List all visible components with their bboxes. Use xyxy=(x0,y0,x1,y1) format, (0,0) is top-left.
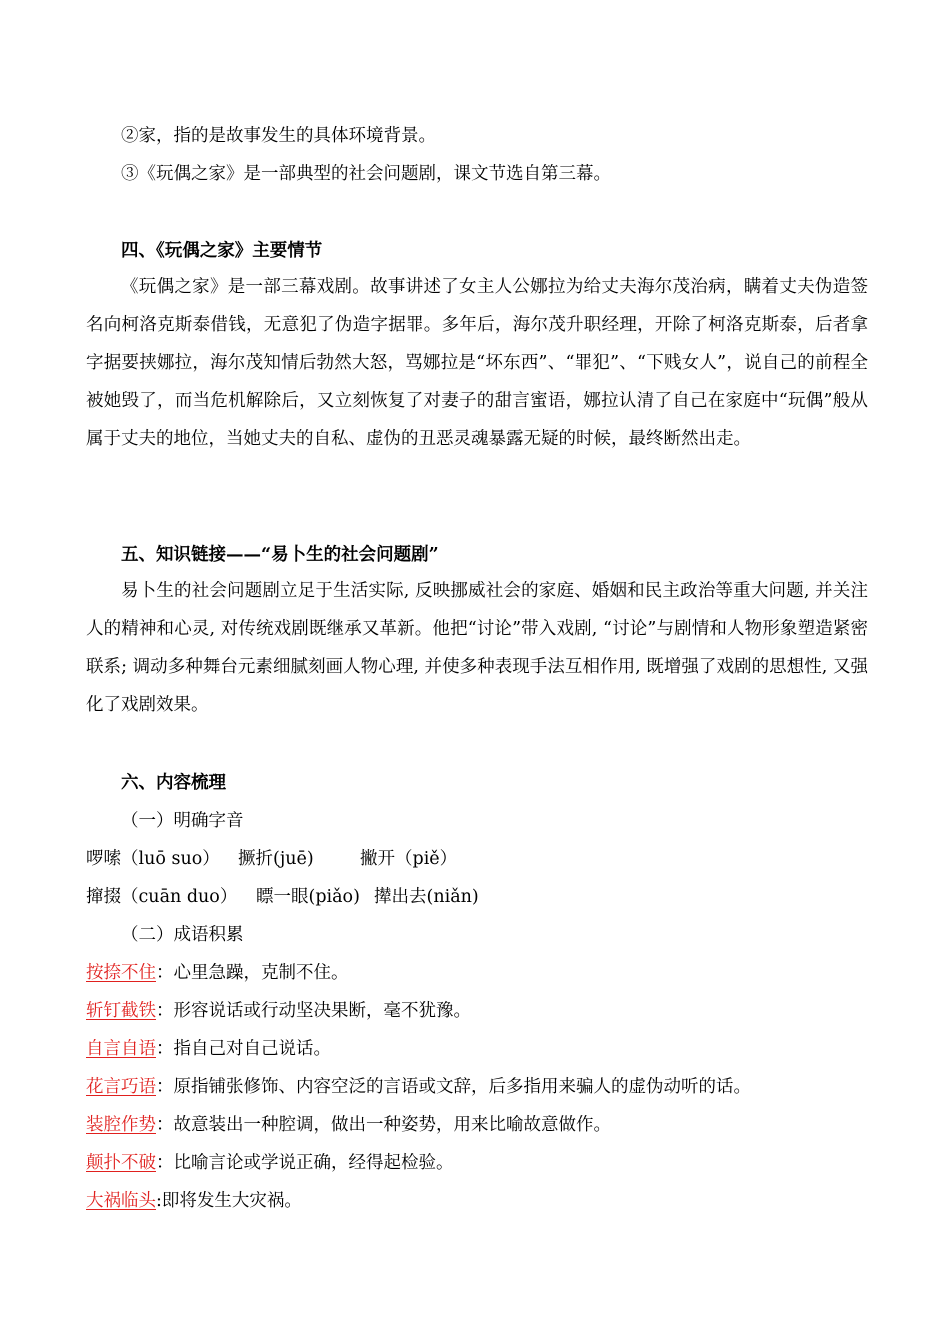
intro-line-3: ③《玩偶之家》是一部典型的社会问题剧，课文节选自第三幕。 xyxy=(121,164,611,184)
idiom-separator: ： xyxy=(156,1001,174,1021)
idiom-term: 斩钉截铁 xyxy=(86,1001,156,1021)
idiom-term: 颠扑不破 xyxy=(86,1153,156,1173)
idiom-definition: 指自己对自己说话。 xyxy=(173,1039,331,1059)
pronunciation-item: 啰嗦（luō suo） xyxy=(86,849,220,869)
idiom-entry xyxy=(86,1075,751,1099)
idiom-separator: ： xyxy=(156,1153,174,1173)
subheading-idioms: （二）成语积累 xyxy=(121,925,244,945)
idiom-definition: 故意装出一种腔调，做出一种姿势，用来比喻故意做作。 xyxy=(173,1115,611,1135)
section-5-text: 易卜生的社会问题剧立足于生活实际, 反映挪威社会的家庭、婚姻和民主政治等重大问题, 并关注人的精神和心灵, 对传统戏剧既继承又革新。他把“讨论”带入戏剧, “讨论”与剧情和人物形象塑造紧密联系; 调动多种舞台元素细腻刻画人物心理, 并使多种表现手法互相作用, 既增强了戏剧的思想性, 又强化了戏剧效果。 xyxy=(86,581,868,715)
idiom-term: 花言巧语 xyxy=(86,1077,156,1097)
idiom-entry xyxy=(86,999,471,1023)
idiom-separator: ： xyxy=(156,963,174,983)
intro-line-1: ②家，指的是故事发生的具体环境背景。 xyxy=(121,126,436,146)
idiom-term: 按捺不住 xyxy=(86,963,156,983)
idiom-definition: 即将发生大灾祸。 xyxy=(161,1191,302,1211)
idiom-separator: ： xyxy=(156,1077,174,1097)
idiom-entry xyxy=(86,1151,454,1175)
subheading-pronunciation: （一）明确字音 xyxy=(121,811,244,831)
idiom-definition: 原指铺张修饰、内容空泛的言语或文辞，后多指用来骗人的虚伪动听的话。 xyxy=(173,1077,751,1097)
idiom-definition: 心里急躁，克制不住。 xyxy=(173,963,349,983)
idiom-entry xyxy=(86,961,349,985)
section-4-paragraph xyxy=(86,268,868,458)
section-5-paragraph xyxy=(86,572,868,724)
pronunciation-item: 撇开（piě） xyxy=(360,849,458,869)
idiom-definition: 形容说话或行动坚决果断，毫不犹豫。 xyxy=(173,1001,471,1021)
section-6-heading: 六、内容梳理 xyxy=(121,773,226,793)
idiom-entry xyxy=(86,1113,611,1137)
idiom-entry xyxy=(86,1037,331,1061)
idiom-entry xyxy=(86,1189,302,1213)
pronunciation-row-2 xyxy=(86,885,479,909)
section-4-heading: 四、《玩偶之家》主要情节 xyxy=(121,241,323,261)
section-4-text: 《玩偶之家》是一部三幕戏剧。故事讲述了女主人公娜拉为给丈夫海尔茂治病，瞒着丈夫伪造签名向柯洛克斯泰借钱，无意犯了伪造字据罪。多年后，海尔茂升职经理，开除了柯洛克斯泰，后者拿字据要挟娜拉，海尔茂知情后勃然大怒，骂娜拉是“坏东西”、“罪犯”、“下贱女人”，说自己的前程全被她毁了，而当危机解除后，又立刻恢复了对妻子的甜言蜜语，娜拉认清了自己在家庭中“玩偶”般从属于丈夫的地位，当她丈夫的自私、虚伪的丑恶灵魂暴露无疑的时候，最终断然出走。 xyxy=(86,277,868,449)
idiom-term: 自言自语 xyxy=(86,1039,156,1059)
section-5-heading: 五、知识链接——“易卜生的社会问题剧” xyxy=(121,545,439,565)
pronunciation-item: 撵出去(niǎn) xyxy=(374,887,479,907)
pronunciation-item: 撺掇（cuān duo） xyxy=(86,887,238,907)
idiom-separator: ： xyxy=(156,1039,174,1059)
idiom-term: 装腔作势 xyxy=(86,1115,156,1135)
pronunciation-item: 撅折(juē) xyxy=(238,849,314,869)
idiom-definition: 比喻言论或学说正确，经得起检验。 xyxy=(173,1153,454,1173)
idiom-separator: : xyxy=(156,1191,162,1211)
pronunciation-row-1 xyxy=(86,847,457,871)
idiom-separator: ： xyxy=(156,1115,174,1135)
pronunciation-item: 瞟一眼(piǎo) xyxy=(256,887,360,907)
idiom-term: 大祸临头 xyxy=(86,1191,156,1211)
